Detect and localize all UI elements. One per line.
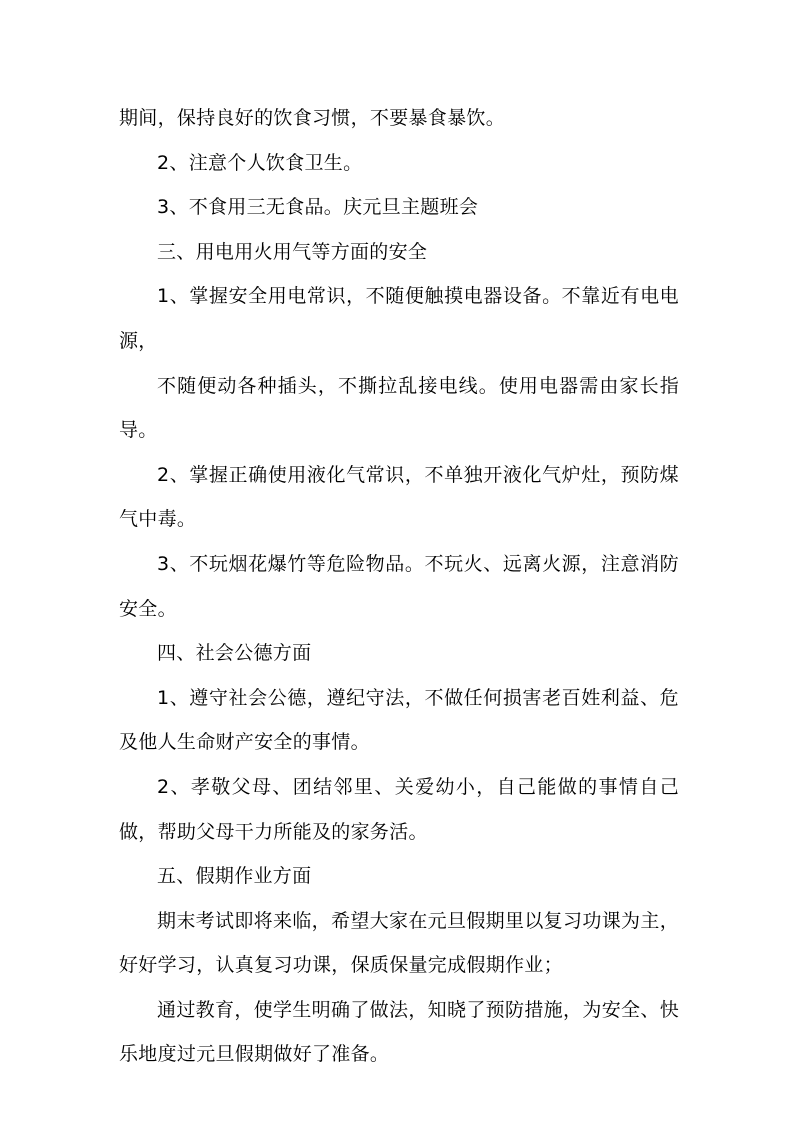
section-heading-4: 四、社会公德方面 — [157, 642, 312, 665]
section-heading-3: 三、用电用火用气等方面的安全 — [157, 240, 428, 263]
section-heading-5: 五、假期作业方面 — [157, 865, 312, 888]
paragraph-5: 1、掌握安全用电常识，不随便触摸电器设备。不靠近有电电源， — [119, 285, 679, 352]
paragraph-3: 3、不食用三无食品。庆元旦主题班会 — [157, 196, 479, 219]
paragraph-2: 2、注意个人饮食卫生。 — [157, 151, 363, 174]
paragraph-7: 2、掌握正确使用液化气常识，不单独开液化气炉灶，预防煤气中毒。 — [119, 463, 679, 531]
paragraph-6: 不随便动各种插头，不撕拉乱接电线。使用电器需由家长指导。 — [119, 374, 679, 442]
paragraph-1: 期间，保持良好的饮食习惯，不要暴食暴饮。 — [119, 107, 506, 129]
paragraph-11: 2、孝敬父母、团结邻里、关爱幼小，自己能做的事情自己做，帮助父母干力所能及的家务活。 — [119, 775, 679, 843]
paragraph-10: 1、遵守社会公德，遵纪守法，不做任何损害老百姓利益、危及他人生命财产安全的事情。 — [119, 686, 679, 754]
paragraph-14: 通过教育，使学生明确了做法，知晓了预防措施，为安全、快乐地度过元旦假期做好了准备。 — [119, 998, 679, 1066]
paragraph-8: 3、不玩烟花爆竹等危险物品。不玩火、远离火源，注意消防安全。 — [119, 552, 679, 620]
paragraph-13: 期末考试即将来临，希望大家在元旦假期里以复习功课为主，好好学习，认真复习功课，保质保量完成假期作业； — [119, 909, 679, 977]
document-body — [119, 96, 679, 1077]
